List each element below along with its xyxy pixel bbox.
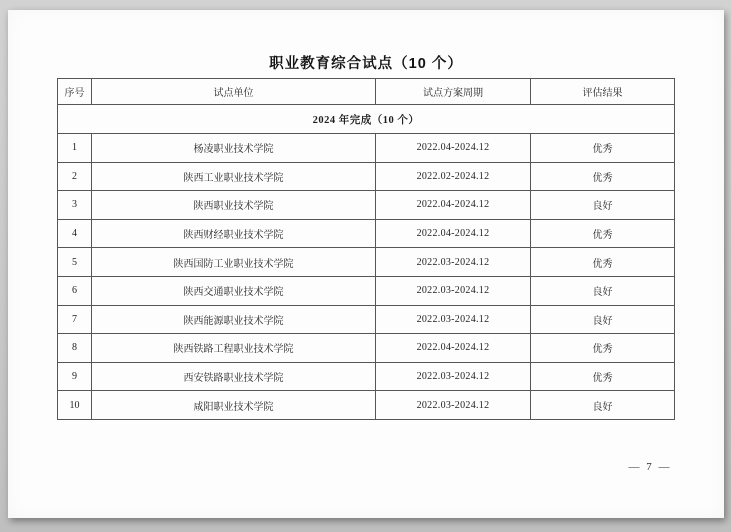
page-title: 职业教育综合试点（10 个） (269, 56, 463, 72)
row-number-cell: 8 (58, 334, 92, 363)
row-number-cell: 1 (58, 134, 92, 163)
period-cell: 2022.03-2024.12 (376, 362, 531, 391)
unit-cell: 陕西铁路工程职业技术学院 (92, 334, 376, 363)
result-cell: 良好 (531, 391, 675, 420)
table-row (58, 219, 675, 248)
row-number-cell: 7 (58, 305, 92, 334)
row-number-cell: 5 (58, 248, 92, 277)
result-cell: 优秀 (531, 219, 675, 248)
header-cell-unit: 试点单位 (92, 79, 376, 105)
row-number-cell: 6 (58, 276, 92, 305)
result-cell: 优秀 (531, 134, 675, 163)
period-cell: 2022.04-2024.12 (376, 191, 531, 220)
period-cell: 2022.04-2024.12 (376, 134, 531, 163)
header-cell-result: 评估结果 (531, 79, 675, 105)
unit-cell: 陕西国防工业职业技术学院 (92, 248, 376, 277)
result-cell: 优秀 (531, 362, 675, 391)
pilot-results-table (57, 78, 675, 420)
row-number-cell: 10 (58, 391, 92, 420)
section-header-cell: 2024 年完成（10 个） (58, 105, 675, 134)
unit-cell: 陕西财经职业技术学院 (92, 219, 376, 248)
unit-cell: 西安铁路职业技术学院 (92, 362, 376, 391)
result-cell: 良好 (531, 305, 675, 334)
table-row (58, 162, 675, 191)
header-cell-period: 试点方案周期 (376, 79, 531, 105)
result-cell: 优秀 (531, 248, 675, 277)
unit-cell: 咸阳职业技术学院 (92, 391, 376, 420)
unit-cell: 陕西能源职业技术学院 (92, 305, 376, 334)
period-cell: 2022.04-2024.12 (376, 219, 531, 248)
unit-cell: 陕西工业职业技术学院 (92, 162, 376, 191)
row-number-cell: 4 (58, 219, 92, 248)
result-cell: 优秀 (531, 162, 675, 191)
result-cell: 优秀 (531, 334, 675, 363)
unit-cell: 陕西职业技术学院 (92, 191, 376, 220)
row-number-cell: 3 (58, 191, 92, 220)
table-row (58, 191, 675, 220)
header-cell-no: 序号 (58, 79, 92, 105)
table-header-row (58, 79, 675, 105)
unit-cell: 杨凌职业技术学院 (92, 134, 376, 163)
table-row (58, 276, 675, 305)
document-page (8, 10, 724, 518)
table-row (58, 305, 675, 334)
table-row (58, 334, 675, 363)
table-row (58, 134, 675, 163)
section-header-row (58, 105, 675, 134)
period-cell: 2022.03-2024.12 (376, 305, 531, 334)
row-number-cell: 2 (58, 162, 92, 191)
period-cell: 2022.04-2024.12 (376, 334, 531, 363)
unit-cell: 陕西交通职业技术学院 (92, 276, 376, 305)
period-cell: 2022.03-2024.12 (376, 248, 531, 277)
table-row (58, 248, 675, 277)
table-row (58, 391, 675, 420)
period-cell: 2022.02-2024.12 (376, 162, 531, 191)
page-number: — 7 — (628, 461, 672, 473)
period-cell: 2022.03-2024.12 (376, 391, 531, 420)
row-number-cell: 9 (58, 362, 92, 391)
period-cell: 2022.03-2024.12 (376, 276, 531, 305)
result-cell: 良好 (531, 191, 675, 220)
table-row (58, 362, 675, 391)
result-cell: 良好 (531, 276, 675, 305)
